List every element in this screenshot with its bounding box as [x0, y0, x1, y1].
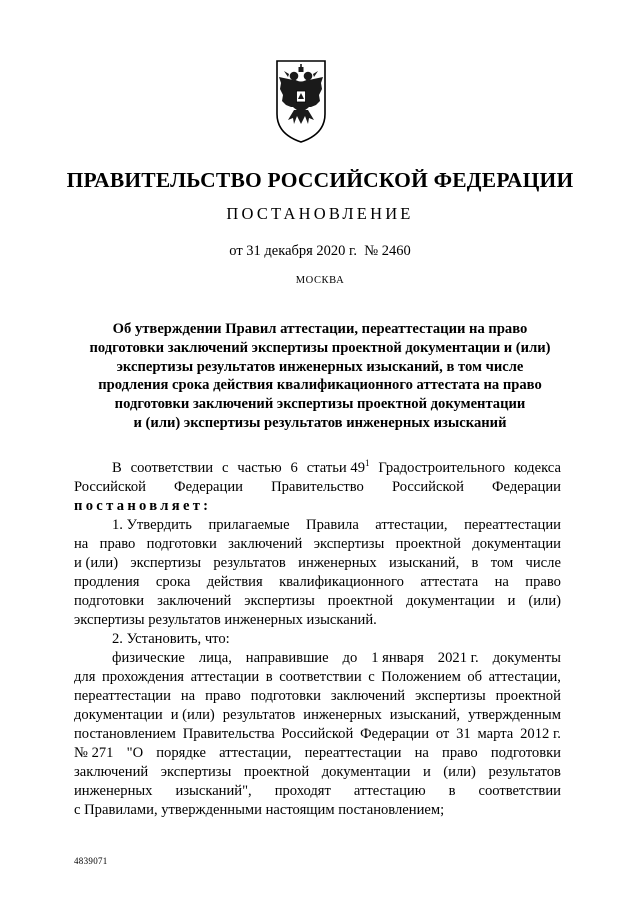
title-line: и (или) экспертизы результатов инженерных изысканий: [133, 414, 507, 431]
word: переаттестации: [304, 745, 402, 761]
item2-line: [74, 725, 561, 744]
word: переаттестации: [464, 517, 561, 533]
word: заключений: [228, 536, 303, 552]
word: документации: [321, 764, 411, 780]
title-line: Об утверждении Правил аттестации, переаттестации на право: [112, 321, 528, 337]
word: право: [442, 745, 478, 761]
word: Российской: [391, 479, 464, 495]
item1-line: [74, 554, 561, 573]
word: и (или): [74, 555, 119, 571]
word: заключений: [330, 688, 406, 704]
item2-line: [74, 782, 561, 801]
city: МОСКВА: [295, 275, 345, 286]
government-name: ПРАВИТЕЛЬСТВО РОССИЙСКОЙ ФЕДЕРАЦИИ: [66, 168, 574, 192]
word: и (или): [170, 707, 215, 723]
word: Российской: [74, 479, 146, 495]
word: документации: [74, 707, 163, 723]
word: экспертизы: [130, 555, 202, 571]
word: аттестации,: [375, 517, 448, 533]
word: подготовки: [250, 688, 321, 704]
word: изысканий",: [175, 783, 252, 799]
title-line: экспертизы результатов инженерных изысканий, в том числе: [116, 358, 524, 375]
word: и: [507, 593, 516, 609]
word: соответствии: [478, 783, 561, 799]
word: порядке: [156, 745, 206, 761]
item1-line: [74, 592, 561, 611]
word: аттестации,: [488, 669, 561, 685]
word: соответствии: [279, 669, 362, 685]
word: с: [368, 669, 375, 685]
word: результатов: [213, 555, 286, 571]
word: заключений: [157, 593, 232, 609]
word: изысканий,: [388, 555, 460, 571]
word: прохождения: [101, 669, 185, 685]
word: числе: [525, 555, 561, 571]
decree-number: № 2460: [364, 243, 411, 259]
word: 31: [456, 726, 471, 742]
item2-line: [74, 687, 561, 706]
word: право: [99, 536, 136, 552]
word: прилагаемые: [208, 517, 290, 533]
word: Правила: [306, 517, 359, 533]
word: (или): [528, 593, 561, 609]
word: изысканий,: [389, 707, 461, 723]
word: аттестата: [420, 574, 479, 590]
document-id: 4839071: [74, 856, 108, 866]
word: аттестацию: [353, 783, 426, 799]
word: в: [471, 555, 479, 571]
word: подготовки: [74, 593, 145, 609]
word: в: [448, 783, 456, 799]
word: направившие: [245, 650, 329, 666]
word: 2021 г.: [437, 650, 479, 666]
item2-line: [74, 668, 561, 687]
word: об: [467, 669, 483, 685]
word: 1 января: [371, 650, 424, 666]
word: на: [494, 574, 509, 590]
date-number-line: [0, 243, 640, 260]
title-line: продления срока действия квалификационного аттестата на право: [98, 377, 542, 394]
word: (или): [443, 764, 476, 780]
word: проектной: [395, 536, 461, 552]
word: документы: [492, 650, 561, 666]
document-type: ПОСТАНОВЛЕНИЕ: [226, 204, 414, 223]
word: экспертизы: [160, 764, 232, 780]
word: на: [74, 536, 89, 552]
word: экспертизы: [415, 688, 486, 704]
word: право: [205, 688, 241, 704]
word: инженерных: [298, 555, 377, 571]
word: документации: [472, 536, 561, 552]
word: квалификационного: [279, 574, 404, 590]
decree-date: от 31 декабря 2020 г.: [229, 243, 357, 259]
title-line: подготовки заключений экспертизы проектной документации: [114, 396, 526, 413]
resolves-word: постановляет:: [74, 498, 212, 514]
word: срока: [155, 574, 191, 590]
item2-line: [74, 706, 561, 725]
word: "О: [126, 745, 144, 761]
word: на: [414, 745, 429, 761]
word: постановлением: [74, 726, 176, 742]
word: подготовки: [146, 536, 217, 552]
word: для: [74, 669, 96, 685]
preamble-line: [74, 478, 561, 497]
word: Правительство: [271, 479, 364, 495]
word: от: [435, 726, 450, 742]
word: право: [525, 574, 561, 590]
document-body: [74, 459, 561, 820]
word: переаттестации: [74, 688, 171, 704]
word: результатов: [488, 764, 561, 780]
word: до: [342, 650, 358, 666]
word: на: [180, 688, 196, 704]
word: аттестации: [190, 669, 260, 685]
word: в: [265, 669, 273, 685]
item2-line: с Правилами, утвержденными настоящим постановлением;: [74, 802, 445, 818]
word: результатов: [222, 707, 296, 723]
item1-line: [74, 535, 561, 554]
word: физические: [112, 650, 185, 666]
word: проектной: [243, 764, 310, 780]
word: марта: [477, 726, 514, 742]
word: Положением: [381, 669, 461, 685]
word: документации: [405, 593, 495, 609]
word: Правительства: [182, 726, 275, 742]
word: проектной: [495, 688, 561, 704]
word: экспертизы: [244, 593, 315, 609]
word: действия: [206, 574, 263, 590]
item1-line: экспертизы результатов инженерных изысканий.: [74, 612, 377, 628]
item1-line: [74, 573, 561, 592]
item1-line: [74, 516, 561, 535]
word: инженерных: [303, 707, 382, 723]
preamble-line-1: В соответствии с частью 6 статьи $49^1$ Градостроительного кодекса: [112, 458, 561, 476]
word: Федерации: [174, 479, 243, 495]
word: заключений: [74, 764, 149, 780]
russian-coat-of-arms-icon: [274, 58, 328, 144]
word: и: [422, 764, 431, 780]
word: 2012 г.: [520, 726, 561, 742]
word: 1. Утвердить: [112, 517, 192, 533]
word: аттестации,: [219, 745, 292, 761]
item2-line: [74, 763, 561, 782]
item2-line: [74, 744, 561, 763]
item2-line: [74, 649, 561, 668]
word: экспертизы: [313, 536, 385, 552]
word: подготовки: [490, 745, 561, 761]
word: проходят: [274, 783, 331, 799]
word: Федерации: [492, 479, 561, 495]
word: лица,: [198, 650, 232, 666]
word: продления: [74, 574, 140, 590]
word: Российской: [281, 726, 354, 742]
title-line: подготовки заключений экспертизы проектной документации и (или): [89, 339, 551, 356]
item2-intro: 2. Установить, что:: [112, 631, 230, 647]
word: утвержденным: [468, 707, 561, 723]
word: инженерных: [74, 783, 153, 799]
word: том: [490, 555, 514, 571]
word: проектной: [327, 593, 394, 609]
word: № 271: [74, 745, 114, 761]
word: Федерации: [360, 726, 430, 742]
document-title: [64, 320, 576, 433]
